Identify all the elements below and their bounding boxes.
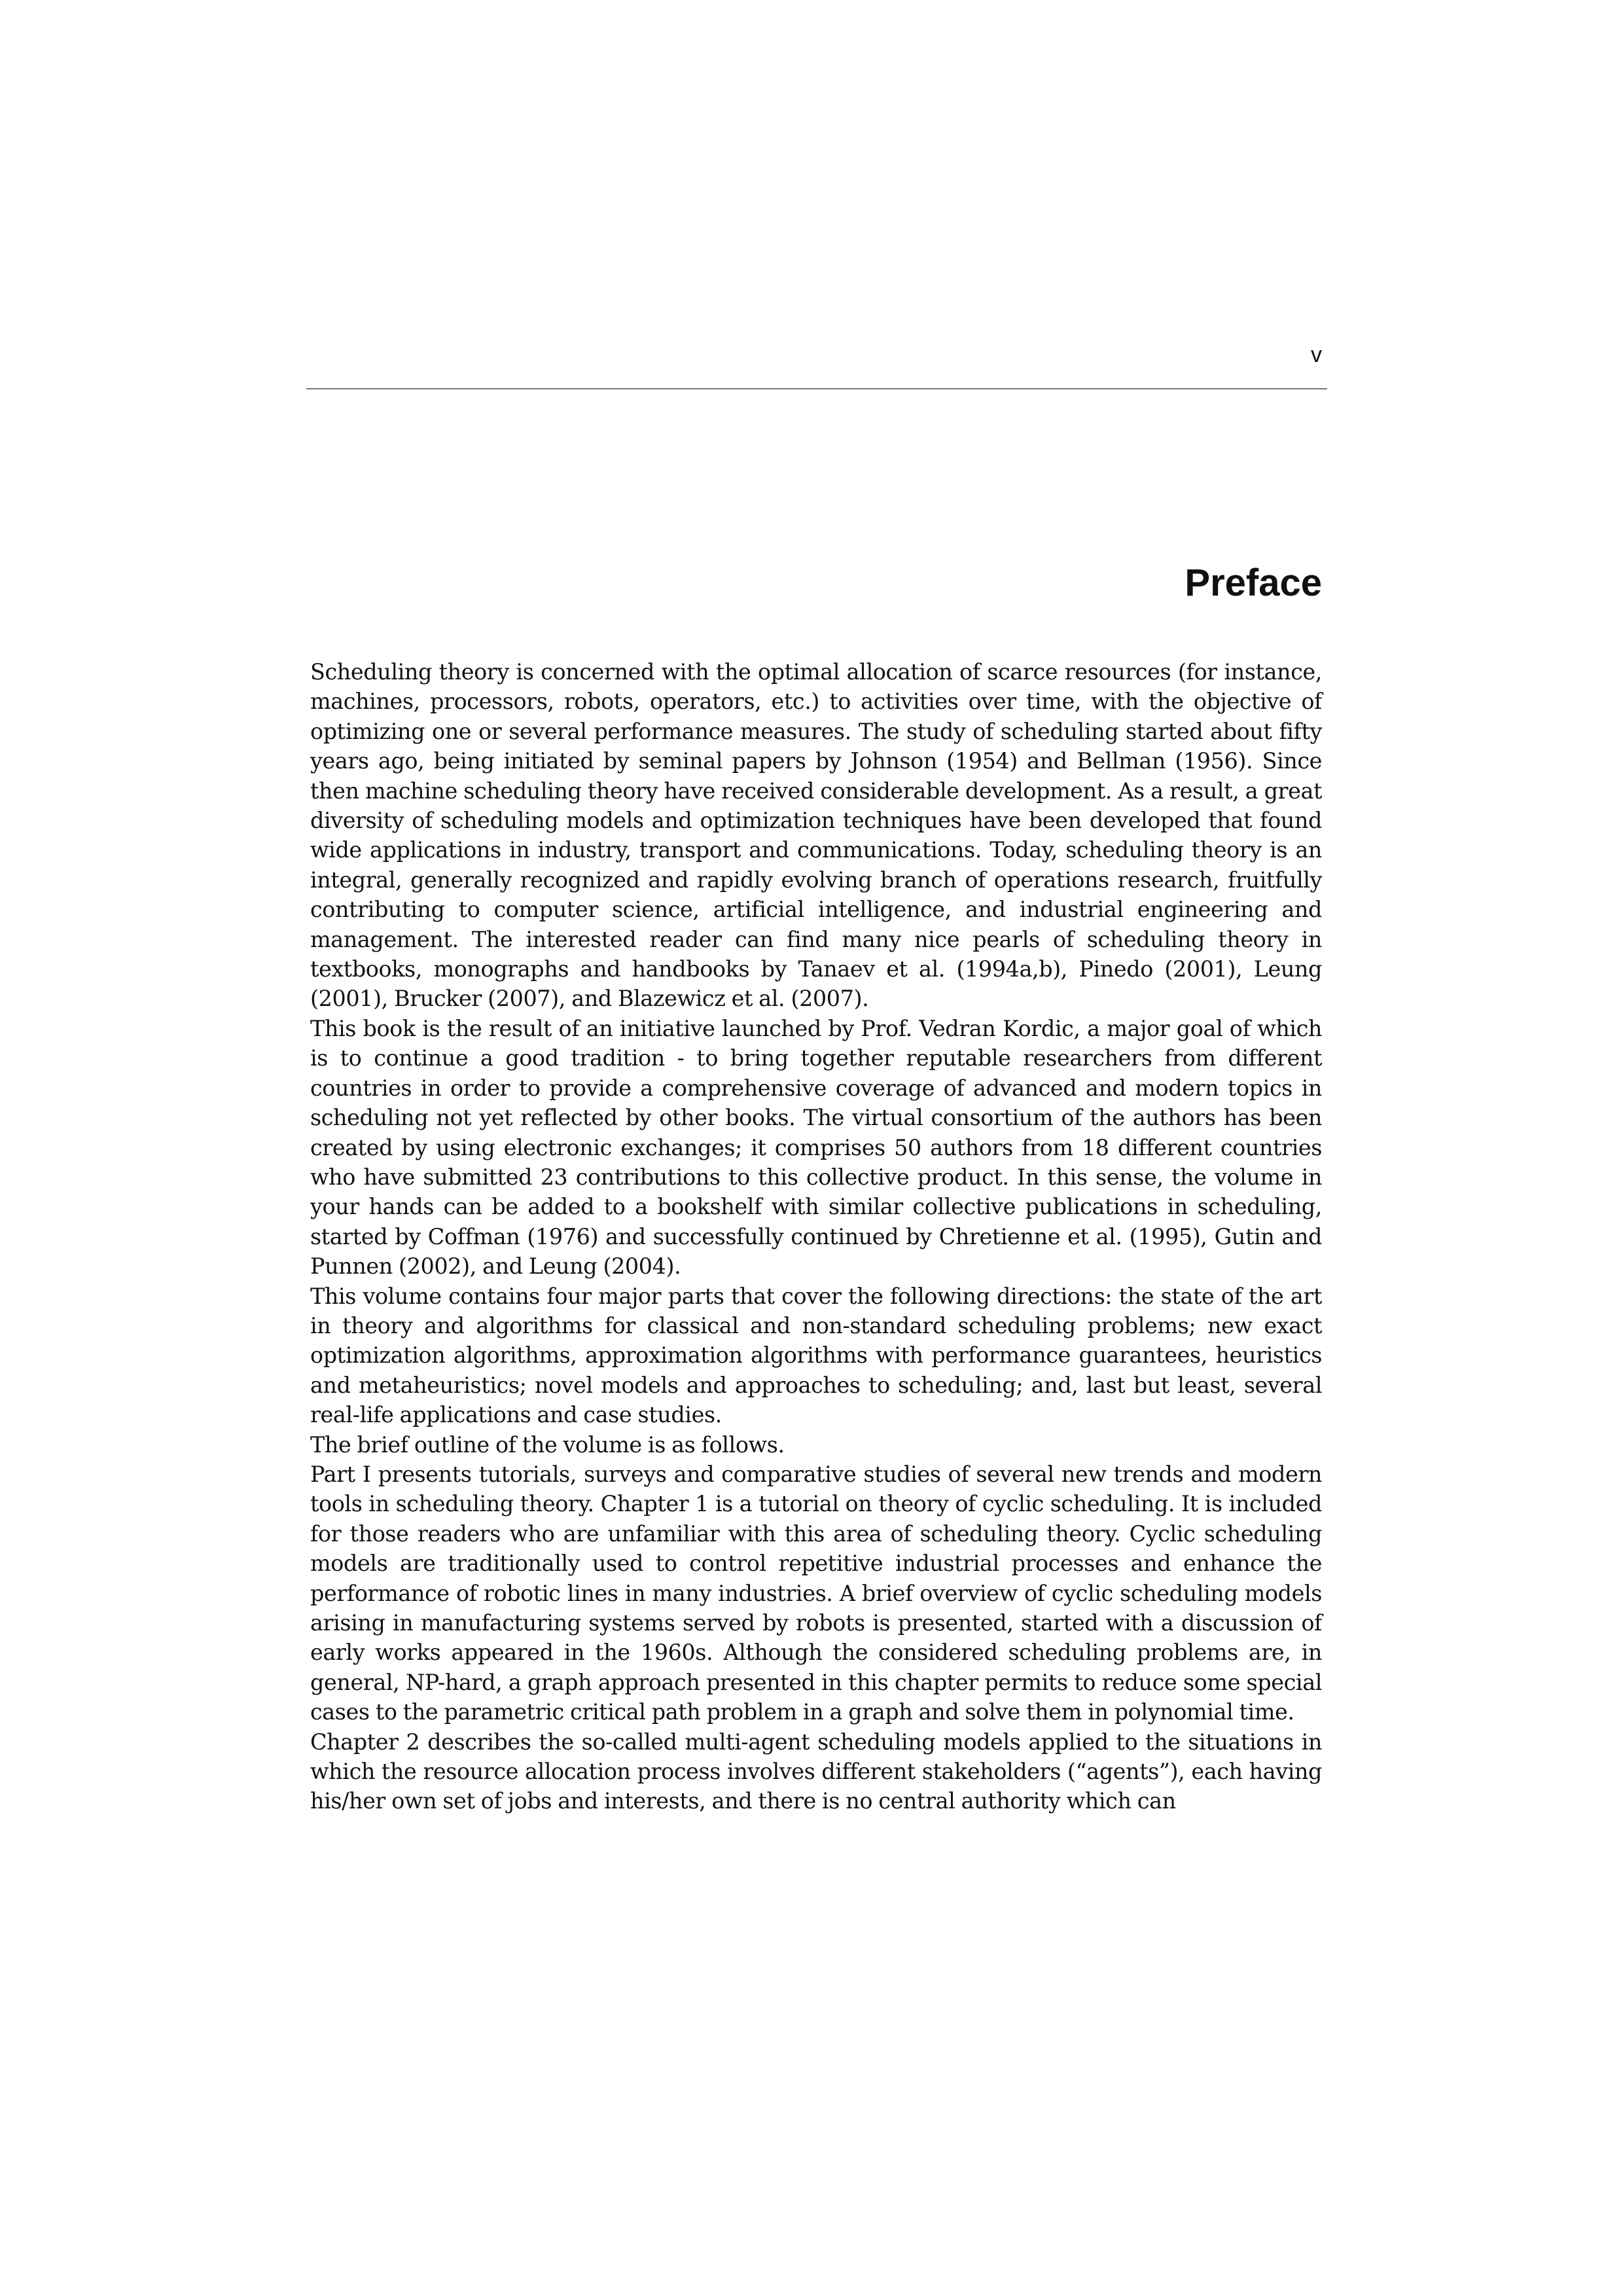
paragraph: Part I presents tutorials, surveys and comparative studies of several new trends and modern tools in scheduling theory. Chapter 1 is a tutorial on theory of cyclic scheduling. It is included for those readers who are unfamiliar with this area of scheduling theory. Cyclic scheduling models are traditionally used to control repetitive industrial processes and enhance the performance of robotic lines in many industries. A brief overview of cyclic scheduling models arising in manufacturing systems served by robots is presented, started with a discussion of early works appeared in the 1960s. Although the considered scheduling problems are, in general, NP-hard, a graph approach presented in this chapter permits to reduce some special cases to the parametric critical path problem in a graph and solve them in polynomial time. bbox=[310, 1461, 1322, 1725]
paragraph: Scheduling theory is concerned with the optimal allocation of scarce resources (for instance, machines, processors, robots, operators, etc.) to activities over time, with the objective of optimizing one or several performance measures. The study of scheduling started about fifty years ago, being initiated by seminal papers by Johnson (1954) and Bellman (1956). Since then machine scheduling theory have received considerable development. As a result, a great diversity of scheduling models and optimization techniques have been developed that found wide applications in industry, transport and communications. Today, scheduling theory is an integral, generally recognized and rapidly evolving branch of operations research, fruitfully contributing to computer science, artificial intelligence, and industrial engineering and management. The interested reader can find many nice pearls of scheduling theory in textbooks, monographs and handbooks by Tanaev et al. (1994a,b), Pinedo (2001), Leung (2001), Brucker (2007), and Blazewicz et al. (2007). bbox=[310, 659, 1322, 1012]
paragraph: The brief outline of the volume is as follows. bbox=[310, 1431, 785, 1458]
paragraph: This book is the result of an initiative launched by Prof. Vedran Kordic, a major goal of which is to continue a good tradition - to bring together reputable researchers from different countries in order to provide a comprehensive coverage of advanced and modern topics in scheduling not yet reflected by other books. The virtual consortium of the authors has been created by using electronic exchanges; it comprises 50 authors from 18 different countries who have submitted 23 contributions to this collective product. In this sense, the volume in your hands can be added to a bookshelf with similar collective publications in scheduling, started by Coffman (1976) and successfully continued by Chretienne et al. (1995), Gutin and Punnen (2002), and Leung (2004). bbox=[310, 1015, 1322, 1280]
paragraph: This volume contains four major parts that cover the following directions: the state of the art in theory and algorithms for classical and non-standard scheduling problems; new exact optimization algorithms, approximation algorithms with performance guarantees, heuristics and metaheuristics; novel models and approaches to scheduling; and, last but least, several real-life applications and case studies. bbox=[310, 1283, 1322, 1428]
page-number: v bbox=[1311, 342, 1322, 367]
header-divider bbox=[306, 388, 1327, 389]
paragraph: Chapter 2 describes the so-called multi-agent scheduling models applied to the situations in which the resource allocation process involves different stakeholders (“agents”), each having his/her own set of jobs and interests, and there is no central authority which can bbox=[310, 1729, 1322, 1814]
body-text bbox=[310, 657, 1322, 1816]
chapter-title: Preface bbox=[1185, 562, 1322, 604]
